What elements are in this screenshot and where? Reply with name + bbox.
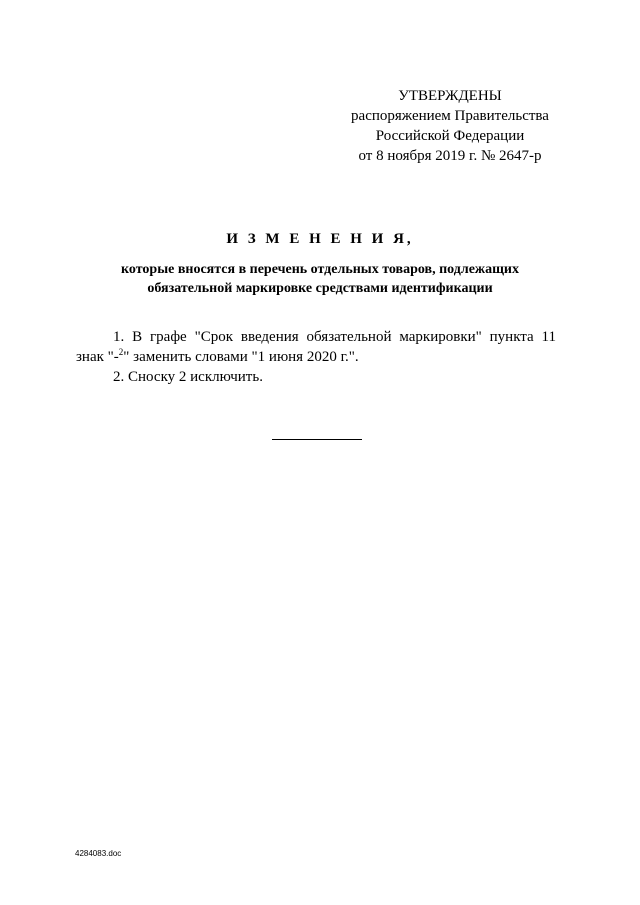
document-subtitle [0, 260, 640, 298]
item-1-prefix: знак "- [76, 349, 119, 365]
approval-date-number: от 8 ноября 2019 г. № 2647-р [358, 148, 542, 164]
document-title: И З М Е Н Е Н И Я, [226, 231, 414, 247]
document-id: 4284083.doc [75, 849, 122, 858]
approval-block [340, 86, 560, 166]
separator-line [272, 439, 362, 440]
item-1-suffix: " заменить словами "1 июня 2020 г.". [123, 349, 359, 365]
approval-issuer: распоряжением Правительства [351, 108, 549, 124]
item-1-line-1: 1. В графе "Срок введения обязательной маркировки" пункта 11 [113, 329, 556, 345]
item-1-paragraph [76, 327, 556, 367]
footnote-mark: 2 [118, 347, 124, 357]
approval-heading: УТВЕРЖДЕНЫ [398, 88, 502, 104]
subtitle-line-1: которые вносятся в перечень отдельных товаров, подлежащих [121, 262, 519, 277]
approval-country: Российской Федерации [375, 128, 525, 144]
item-1-line-2 [76, 347, 556, 367]
item-2-paragraph: 2. Сноску 2 исключить. [113, 369, 263, 385]
subtitle-line-2: обязательной маркировке средствами идентификации [147, 281, 493, 296]
